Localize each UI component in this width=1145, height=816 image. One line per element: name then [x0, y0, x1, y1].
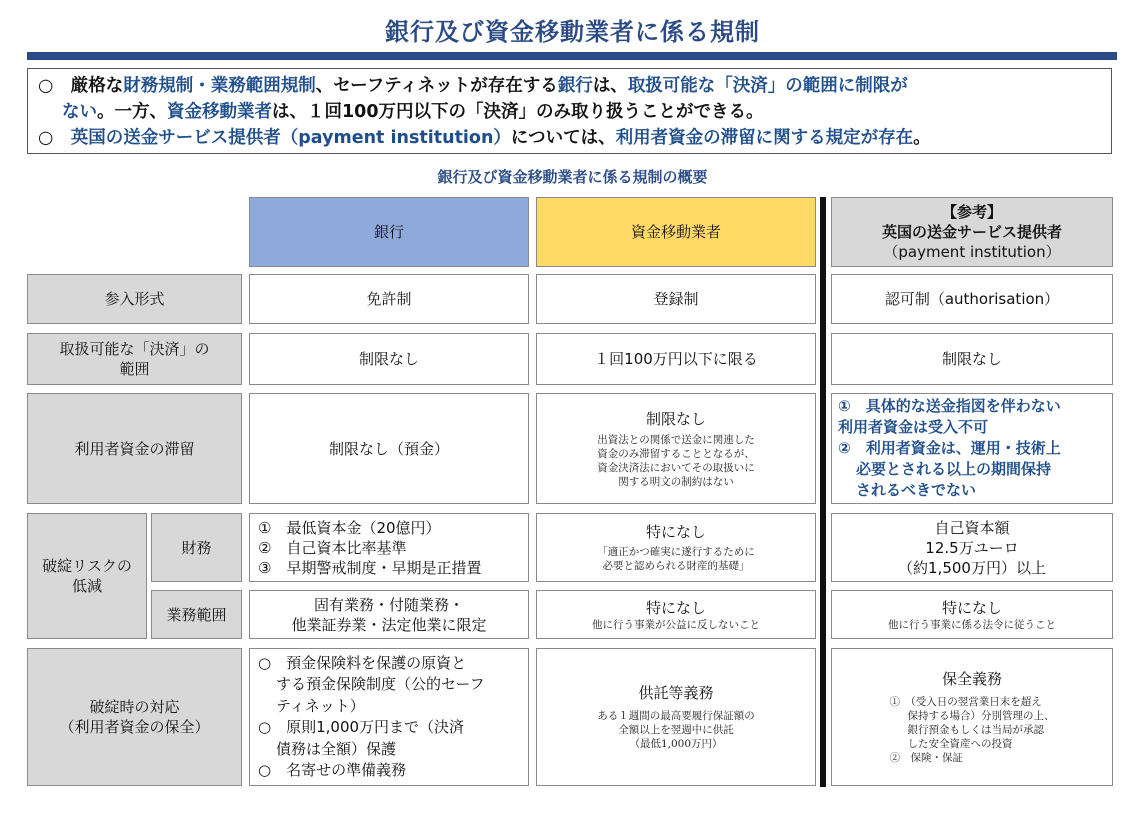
row-label: 利用者資金の滞留	[74, 439, 195, 458]
summary-highlight: 利用者資金の滞留に関する規定が存在	[615, 128, 914, 148]
row-label: 低減	[71, 577, 102, 595]
cell-text: 登録制	[653, 290, 699, 308]
cell-retention-uk	[831, 393, 1113, 504]
row-label-scope	[27, 333, 242, 385]
cell-text: 制限なし	[941, 350, 1002, 368]
summary-highlight: 財務規制・業務範囲規制	[123, 76, 316, 96]
summary-text: は、１回100万円以下の「決済」のみ取り扱うことができる。	[272, 102, 764, 122]
cell-note: 他に行う事業が公益に反しないこと	[592, 618, 760, 631]
summary-text: については、	[510, 128, 616, 148]
cell-note: 資金のみ滞留することとなるが、	[597, 447, 755, 460]
summary-highlight: 銀行	[557, 76, 593, 96]
uk-retention-item: 必要とされる以上の期間保持	[856, 460, 1052, 478]
cell-failure-uk	[831, 648, 1113, 786]
summary-line-1	[38, 73, 1101, 99]
bank-finance-item: ① 最低資本金（20億円）	[258, 518, 441, 537]
cell-business-uk	[831, 590, 1113, 639]
cell-note: ① （受入日の翌営業日末を超え	[889, 696, 1042, 708]
cell-finance-bank	[249, 513, 529, 582]
cell-scope-fund	[536, 333, 816, 385]
cell-text: 制限なし（預金）	[328, 439, 449, 458]
cell-scope-bank	[249, 333, 529, 385]
uk-column-header	[831, 197, 1113, 267]
cell-note: 関する明文の制約はない	[618, 475, 734, 488]
summary-text: 、セーフティネットが存在する	[315, 76, 558, 96]
row-label: （利用者資金の保全）	[59, 718, 210, 736]
bank-failure-item: ○ 原則1,000万円まで（決済	[258, 718, 465, 736]
fund-header-label: 資金移動業者	[630, 223, 721, 241]
uk-retention-item: ② 利用者資金は、運用・技術上	[838, 439, 1061, 457]
bank-header-label: 銀行	[373, 223, 404, 241]
cell-note: 他に行う事業に係る法令に従うこと	[888, 618, 1056, 631]
summary-text: は、	[592, 76, 628, 96]
cell-finance-uk	[831, 513, 1113, 582]
uk-retention-item: 利用者資金は受入不可	[838, 418, 989, 436]
row-label: 範囲	[119, 360, 150, 378]
row-label-failure	[27, 648, 242, 786]
cell-text: 特になし	[645, 598, 706, 617]
summary-highlight: ない	[62, 102, 97, 122]
uk-retention-item: ① 具体的な送金指図を伴わない	[838, 397, 1061, 415]
cell-note: 資金決済法においてその取扱いに	[597, 461, 755, 474]
cell-text: 特になし	[941, 598, 1002, 617]
table-caption: 銀行及び資金移動業者に係る規制の概要	[437, 168, 708, 186]
cell-retention-fund	[536, 393, 816, 504]
cell-text: 12.5万ユーロ	[925, 538, 1019, 557]
cell-text: 制限なし	[645, 409, 706, 428]
bank-failure-item: ティネット）	[276, 696, 365, 715]
cell-note: 必要と認められる財産的基礎」	[602, 560, 750, 572]
cell-business-fund	[536, 590, 816, 639]
uk-failure-notes	[890, 695, 1055, 765]
cell-finance-fund	[536, 513, 816, 582]
cell-note: した安全資産への投資	[907, 738, 1013, 750]
title-underline	[27, 52, 1117, 60]
row-label: 取扱可能な「決済」の	[59, 340, 210, 358]
cell-failure-bank	[249, 648, 529, 786]
cell-entry-uk	[831, 274, 1113, 324]
bank-failure-item: ○ 名寄せの準備義務	[258, 761, 407, 779]
cell-note: （最低1,000万円）	[629, 738, 723, 750]
cell-business-bank	[249, 590, 529, 639]
cell-text: 保全義務	[941, 670, 1002, 688]
bank-finance-item: ③ 早期警戒制度・早期是正措置	[258, 558, 482, 577]
cell-text: 他業証券業・法定他業に限定	[291, 615, 487, 634]
summary-text: 。	[913, 128, 931, 148]
cell-note: 出資法との関係で送金に関連した	[597, 433, 755, 446]
bank-failure-item: 債務は全額）保護	[276, 739, 397, 758]
cell-text: 制限なし	[358, 350, 419, 368]
summary-highlight: 英国の送金サービス提供者（payment institution）	[70, 128, 511, 148]
cell-text: 免許制	[366, 290, 412, 308]
uk-en-label: （payment institution）	[883, 243, 1061, 261]
row-label: 参入形式	[104, 290, 165, 308]
cell-entry-bank	[249, 274, 529, 324]
row-label-retention	[27, 393, 242, 504]
cell-text: 認可制（authorisation）	[884, 290, 1060, 308]
uk-retention-item: されるべきでない	[856, 481, 977, 499]
cell-note: 「適正かつ確実に遂行するために	[597, 546, 755, 558]
uk-ref-label: 【参考】	[941, 203, 1002, 221]
cell-entry-fund	[536, 274, 816, 324]
cell-text: 自己資本額	[934, 518, 1010, 537]
cell-text: 固有業務・付随業務・	[313, 595, 464, 614]
row-label: 財務	[181, 538, 212, 557]
summary-text: 。一方、	[97, 102, 167, 122]
summary-line-2	[38, 99, 1101, 125]
bank-failure-item: する預金保険制度（公的セーフ	[276, 675, 485, 693]
row-sublabel-business	[151, 590, 242, 639]
row-sublabel-finance	[151, 513, 242, 582]
cell-retention-bank	[249, 393, 529, 504]
column-divider	[820, 197, 826, 787]
cell-note: 銀行預金もしくは当局が承認	[907, 724, 1044, 736]
row-label-risk	[27, 513, 147, 639]
cell-note: 全額以上を翌週中に供託	[618, 724, 734, 736]
cell-text: １回100万円以下に限る	[594, 350, 758, 368]
cell-text: （約1,500万円）以上	[898, 558, 1046, 577]
row-label-entry	[27, 274, 242, 324]
cell-note: ある１週間の最高要履行保証額の	[597, 710, 755, 722]
summary-text: ○	[38, 128, 71, 148]
bank-column-header	[249, 197, 529, 267]
cell-note: 保持する場合）分別管理の上、	[907, 710, 1055, 722]
summary-highlight: 取扱可能な「決済」の範囲に制限が	[627, 76, 908, 96]
bank-failure-item: ○ 預金保険料を保護の原資と	[258, 653, 467, 672]
row-label: 業務範囲	[166, 605, 227, 624]
summary-highlight: 資金移動業者	[167, 102, 272, 122]
summary-line-3	[38, 125, 1101, 151]
fund-transfer-column-header	[536, 197, 816, 267]
cell-text: 供託等義務	[638, 684, 714, 702]
summary-text: ○ 厳格な	[38, 76, 124, 96]
row-label: 破綻時の対応	[89, 698, 180, 716]
bank-finance-item: ② 自己資本比率基準	[258, 538, 407, 557]
cell-note: ② 保険・保証	[889, 752, 963, 764]
row-label: 破綻リスクの	[42, 557, 132, 575]
cell-failure-fund	[536, 648, 816, 786]
uk-name-label: 英国の送金サービス提供者	[881, 223, 1062, 241]
cell-text: 特になし	[645, 523, 706, 541]
cell-scope-uk	[831, 333, 1113, 385]
page-title: 銀行及び資金移動業者に係る規制	[385, 18, 760, 46]
summary-box	[27, 68, 1112, 154]
